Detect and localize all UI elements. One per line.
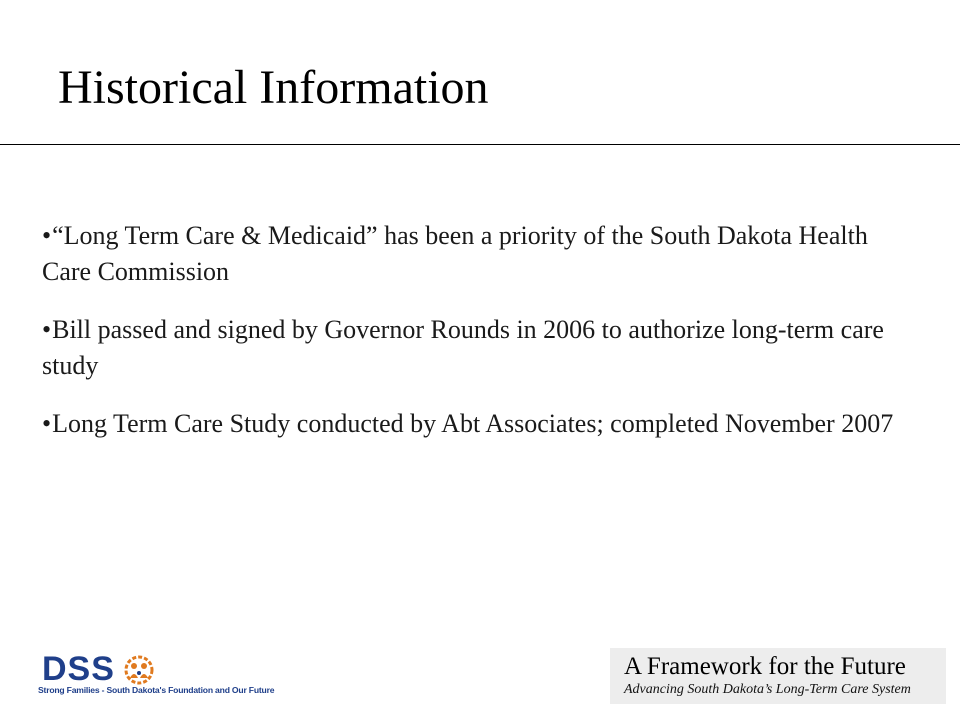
dss-logo	[36, 652, 286, 700]
framework-subtitle: Advancing South Dakota’s Long-Term Care System	[624, 682, 911, 697]
bullet-marker: •	[42, 315, 52, 344]
bullet-marker: •	[42, 409, 52, 438]
bullet-list	[42, 218, 902, 464]
dss-logo-text: DSS	[42, 650, 115, 688]
framework-logo	[610, 648, 946, 704]
bullet-item	[42, 312, 902, 384]
bullet-item	[42, 406, 902, 442]
slide-title: Historical Information	[58, 61, 489, 114]
bullet-item	[42, 218, 902, 290]
dss-logo-tagline: Strong Families - South Dakota's Foundation and Our Future	[38, 685, 275, 695]
bullet-text: Long Term Care Study conducted by Abt Associates; completed November 2007	[52, 409, 894, 438]
family-figures-icon	[122, 654, 156, 686]
framework-title: A Framework for the Future	[624, 653, 906, 680]
bullet-text: “Long Term Care & Medicaid” has been a priority of the South Dakota Health Care Commission	[42, 221, 868, 286]
bullet-marker: •	[42, 221, 52, 250]
title-divider	[0, 144, 960, 145]
bullet-text: Bill passed and signed by Governor Rounds in 2006 to authorize long-term care study	[42, 315, 884, 380]
